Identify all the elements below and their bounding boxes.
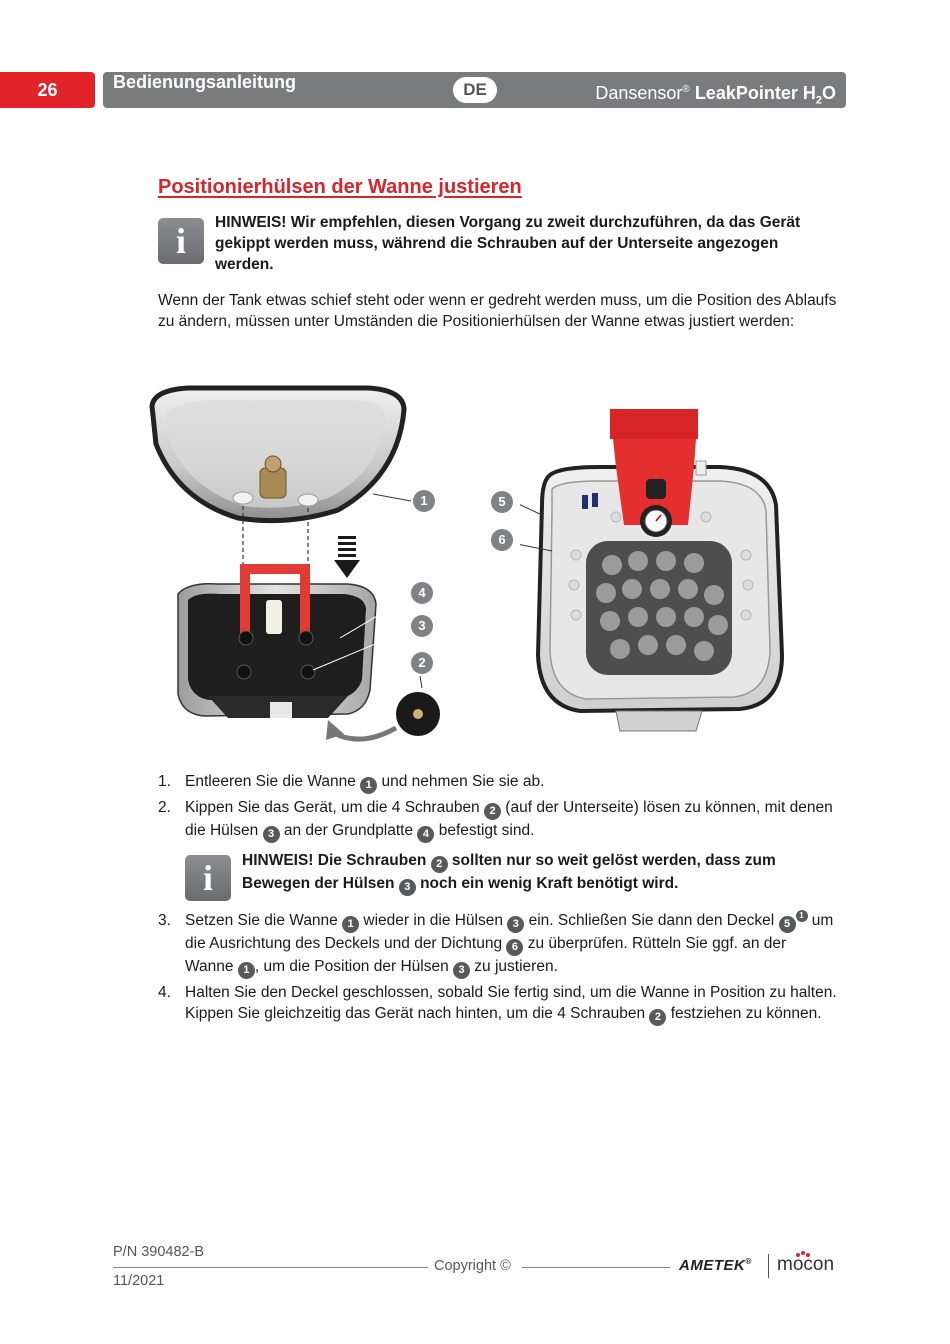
section-title: Positionierhülsen der Wanne justieren <box>158 176 522 198</box>
product-sub: 2 <box>815 94 822 107</box>
copyright: Copyright © <box>434 1258 511 1274</box>
figure-callout-3: 3 <box>411 615 433 637</box>
note-text: HINWEIS! Die Schrauben 2 sollten nur so weit gelöst werden, dass zum Bewegen der Hülsen 3 noch ein wenig Kraft benötigt wird. <box>242 850 815 896</box>
callout-badge: 1 <box>238 962 255 979</box>
note-text: HINWEIS! Wir empfehlen, diesen Vorgang zu zweit durchzuführen, da das Gerät gekippt werden muss, während die Schrauben auf der Unterseite angezogen werden. <box>215 214 801 273</box>
publication-date: 11/2021 <box>113 1273 165 1289</box>
callout-badge: 2 <box>431 856 448 873</box>
info-icon: i <box>185 855 231 901</box>
callout-badge: 3 <box>507 916 524 933</box>
header-product <box>595 72 836 108</box>
part-number: P/N 390482-B <box>113 1244 205 1260</box>
figure-callout-4: 4 <box>411 582 433 604</box>
tank-top-view-figure <box>520 405 790 745</box>
callout-badge: 2 <box>484 803 501 820</box>
figure-callout-5: 5 <box>491 491 513 513</box>
callout-badge: 3 <box>399 879 416 896</box>
ametek-logo: AMETEK® <box>679 1257 752 1274</box>
product-end: O <box>821 83 836 103</box>
mocon-logo: mocon <box>777 1254 835 1275</box>
brand-name: Dansensor <box>595 83 683 103</box>
logo-separator <box>768 1254 769 1278</box>
footnote-badge: 1 <box>796 910 808 922</box>
steps-list-a <box>158 771 838 846</box>
registered-mark: ® <box>682 84 690 95</box>
info-icon: i <box>158 218 204 264</box>
callout-badge: 2 <box>649 1009 666 1026</box>
language-badge: DE <box>453 77 497 103</box>
tank-assembly-figure <box>148 384 448 748</box>
callout-badge: 1 <box>342 916 359 933</box>
callout-badge: 5 <box>779 916 796 933</box>
figure-callout-1: 1 <box>413 490 435 512</box>
steps-list-b <box>158 910 838 1029</box>
figure-callout-2: 2 <box>411 652 433 674</box>
callout-badge: 3 <box>453 962 470 979</box>
list-item: 4. Halten Sie den Deckel geschlossen, sobald Sie fertig sind, um die Wanne in Position zu halten. Kippen Sie gleichzeitig das Gerät nach hinten, um die 4 Schrauben 2 festziehen zu können. <box>158 982 838 1026</box>
page-number: 26 <box>0 72 95 108</box>
header-section: Bedienungsanleitung <box>113 72 297 92</box>
list-item: 1. Entleeren Sie die Wanne 1 und nehmen Sie sie ab. <box>158 771 838 794</box>
callout-badge: 1 <box>360 777 377 794</box>
intro-paragraph: Wenn der Tank etwas schief steht oder wenn er gedreht werden muss, um die Position des Ablaufs zu ändern, müssen unter Umständen die Positionierhülsen der Wanne etwas justiert werden: <box>158 292 837 330</box>
note-box-2 <box>185 852 815 901</box>
callout-badge: 6 <box>506 939 523 956</box>
note-box <box>158 214 838 275</box>
list-item: 3. Setzen Sie die Wanne 1 wieder in die Hülsen 3 ein. Schließen Sie dann den Deckel 51 um die Ausrichtung des Deckels und der Dichtung 6 zu überprüfen. Rütteln Sie ggf. an der Wanne 1 , um die Position der Hülsen 3 zu justieren. <box>158 910 838 979</box>
product-name: LeakPointer H <box>694 83 816 103</box>
header-bar <box>103 72 846 108</box>
callout-badge: 4 <box>417 826 434 843</box>
callout-badge: 3 <box>263 826 280 843</box>
footer-divider <box>522 1267 670 1268</box>
list-item: 2. Kippen Sie das Gerät, um die 4 Schrauben 2 (auf der Unterseite) lösen zu können, mit denen die Hülsen 3 an der Grundplatte 4 befestigt sind. <box>158 797 838 843</box>
figure-callout-6: 6 <box>491 529 513 551</box>
footer-divider <box>113 1267 428 1268</box>
